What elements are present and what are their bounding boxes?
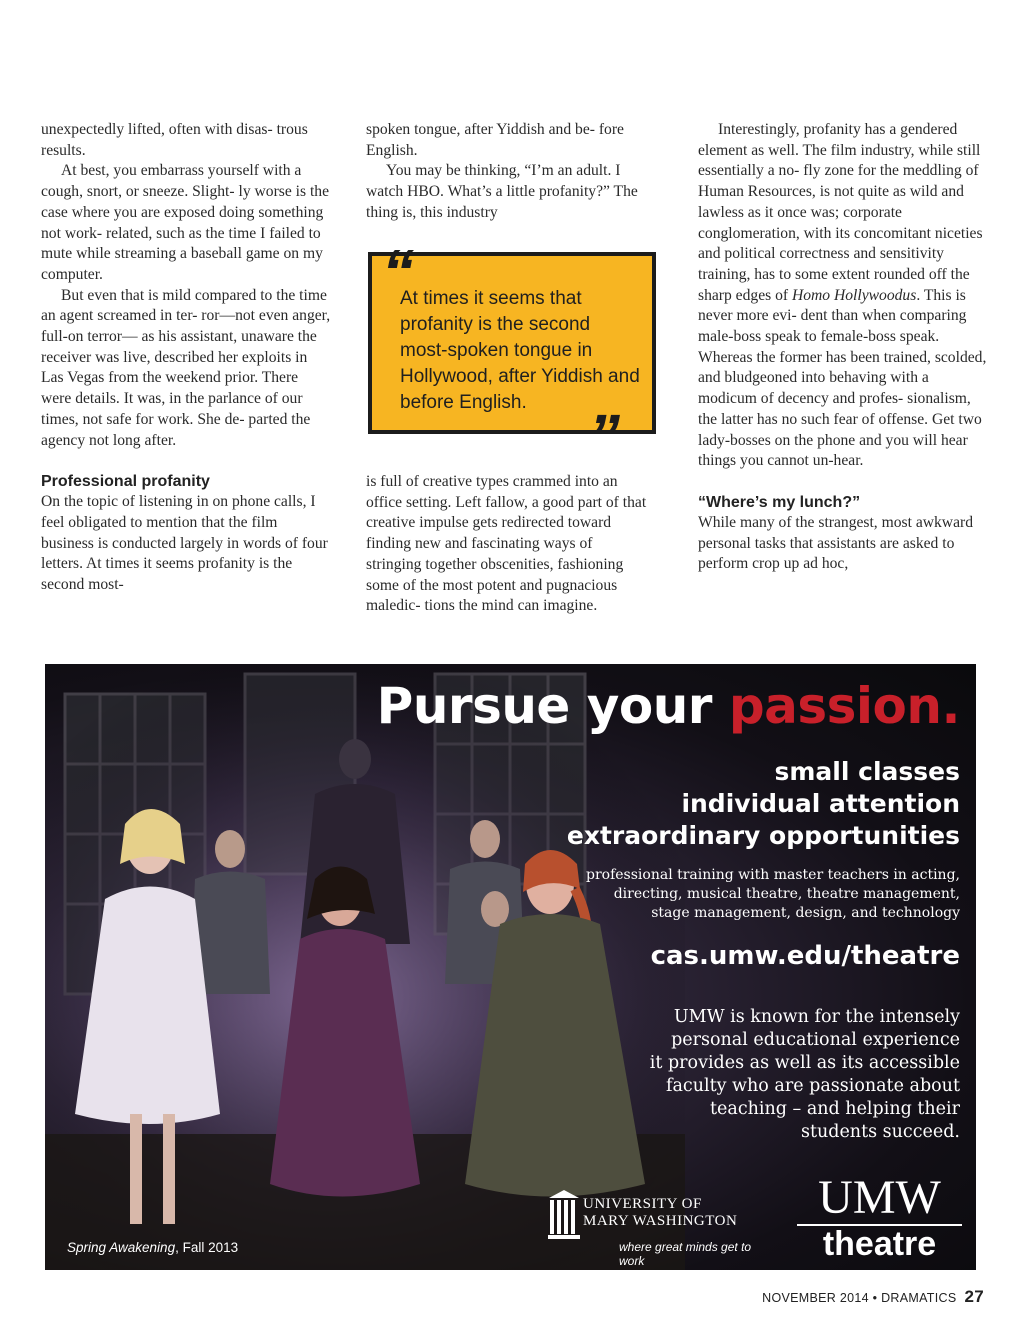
umw-theatre-advertisement: [45, 664, 976, 1270]
headline-white-part: Pursue your: [376, 677, 729, 735]
italic-phrase: Homo Hollywoodus: [791, 286, 917, 304]
wordmark-umw: UMW: [797, 1174, 962, 1226]
ad-training-text: [586, 866, 960, 923]
logo-tagline: where great minds get to work: [619, 1240, 752, 1268]
columns-building-icon: [547, 1188, 581, 1240]
paragraph: [698, 120, 988, 472]
training-line: directing, musical theatre, theatre management,: [613, 886, 960, 902]
logo-line: MARY WASHINGTON: [583, 1213, 738, 1229]
paragraph: spoken tongue, after Yiddish and be- fore English.: [366, 121, 624, 159]
headline-red-part: passion.: [728, 677, 960, 735]
issue-label: NOVEMBER 2014 • DRAMATICS: [762, 1291, 957, 1305]
caption-title: Spring Awakening: [67, 1240, 176, 1255]
caption-date: , Fall 2013: [175, 1240, 239, 1255]
article-column-2: [366, 120, 651, 224]
blurb-line: faculty who are passionate about: [666, 1076, 960, 1096]
photo-caption: [67, 1240, 238, 1255]
umw-theatre-wordmark: [797, 1171, 962, 1264]
university-name: [583, 1196, 737, 1230]
paragraph: While many of the strangest, most awkward personal tasks that assistants are asked to perform crop up ad hoc,: [698, 513, 973, 573]
training-line: stage management, design, and technology: [651, 905, 960, 921]
article-column-1: [41, 120, 331, 596]
blurb-line: personal educational experience: [671, 1030, 960, 1050]
paragraph: On the topic of listening in on phone calls, I feel obligated to mention that the film business is conducted largely in words of four letters. At times it seems profanity is the second most-: [41, 493, 328, 594]
section-heading-wheres-my-lunch: “Where’s my lunch?”: [698, 493, 861, 511]
ad-headline: [377, 676, 960, 736]
feature-small-classes: small classes: [774, 757, 960, 786]
close-quote-icon: ”: [588, 401, 620, 473]
blurb-line: UMW is known for the intensely: [673, 1007, 960, 1027]
page-number: 27: [964, 1287, 984, 1306]
feature-individual-attention: individual attention: [681, 789, 960, 818]
blurb-line: teaching – and helping their: [710, 1099, 960, 1119]
open-quote-icon: “: [382, 236, 414, 308]
pull-quote-text: At times it seems that profanity is the second most-spoken tongue in Hollywood, after Yiddish and before English.: [400, 288, 640, 413]
training-line: professional training with master teachers in acting,: [586, 867, 960, 883]
university-logo: [547, 1176, 777, 1268]
paragraph-text: Interestingly, profanity has a gendered element as well. The film industry, while still essentially a no- fly zone for the meddling of Human Resources, is not quite as wild and lawless as it once was; corporate conglomeration, with its concomitant niceties and political correctness and sensitivity training, has to some extent rounded off the sharp edges of: [698, 121, 983, 304]
feature-opportunities: extraordinary opportunities: [566, 821, 960, 850]
paragraph: You may be thinking, “I’m an adult. I watch HBO. What’s a little profanity?” The thing is, this industry: [366, 162, 638, 221]
logo-line: UNIVERSITY OF: [583, 1196, 702, 1212]
paragraph: is full of creative types crammed into an office setting. Left fallow, a good part of that creative impulse gets redirected toward finding new and fascinating ways of stringing together obscenities, fashioning some of the most potent and pugnacious maledic- tions the mind can imagine.: [366, 473, 647, 615]
article-column-2-continued: [366, 472, 651, 617]
paragraph: But even that is mild compared to the time an agent screamed in ter- ror—not even anger, full-on terror— as his assistant, unaware the receiver was live, described her exploits in Las Vegas from the weekend prior. There were details. It was, in the parlance of our times, not safe for work. She de- parted the agency not long after.: [41, 286, 331, 449]
blurb-line: it provides as well as its accessible: [649, 1053, 960, 1073]
paragraph: At best, you embarrass yourself with a cough, snort, or sneeze. Slight- ly worse is the case where you are exposed doing something not work- related, such as the time I failed to mute while streaming a baseball game on my computer.: [41, 162, 329, 283]
ad-blurb: [650, 1006, 960, 1144]
ad-url[interactable]: cas.umw.edu/theatre: [650, 941, 960, 971]
paragraph: unexpectedly lifted, often with disas- trous results.: [41, 121, 308, 159]
blurb-line: students succeed.: [800, 1122, 960, 1142]
wordmark-theatre: theatre: [822, 1225, 937, 1263]
paragraph-text: . This is never more evi- dent than when comparing male-boss speak to female-boss speak. Whereas the former has been trained, scolded, and bludgeoned into behaving with a modicum of decency and profes- sionalism, the latter has no such fear of offense. Get two lady-bosses on the phone and you will hear things you cannot un-hear.: [698, 286, 987, 470]
ad-features: [567, 756, 960, 852]
article-column-3: [698, 120, 988, 575]
section-heading-professional-profanity: Professional profanity: [41, 473, 210, 491]
page-footer: [762, 1287, 984, 1307]
